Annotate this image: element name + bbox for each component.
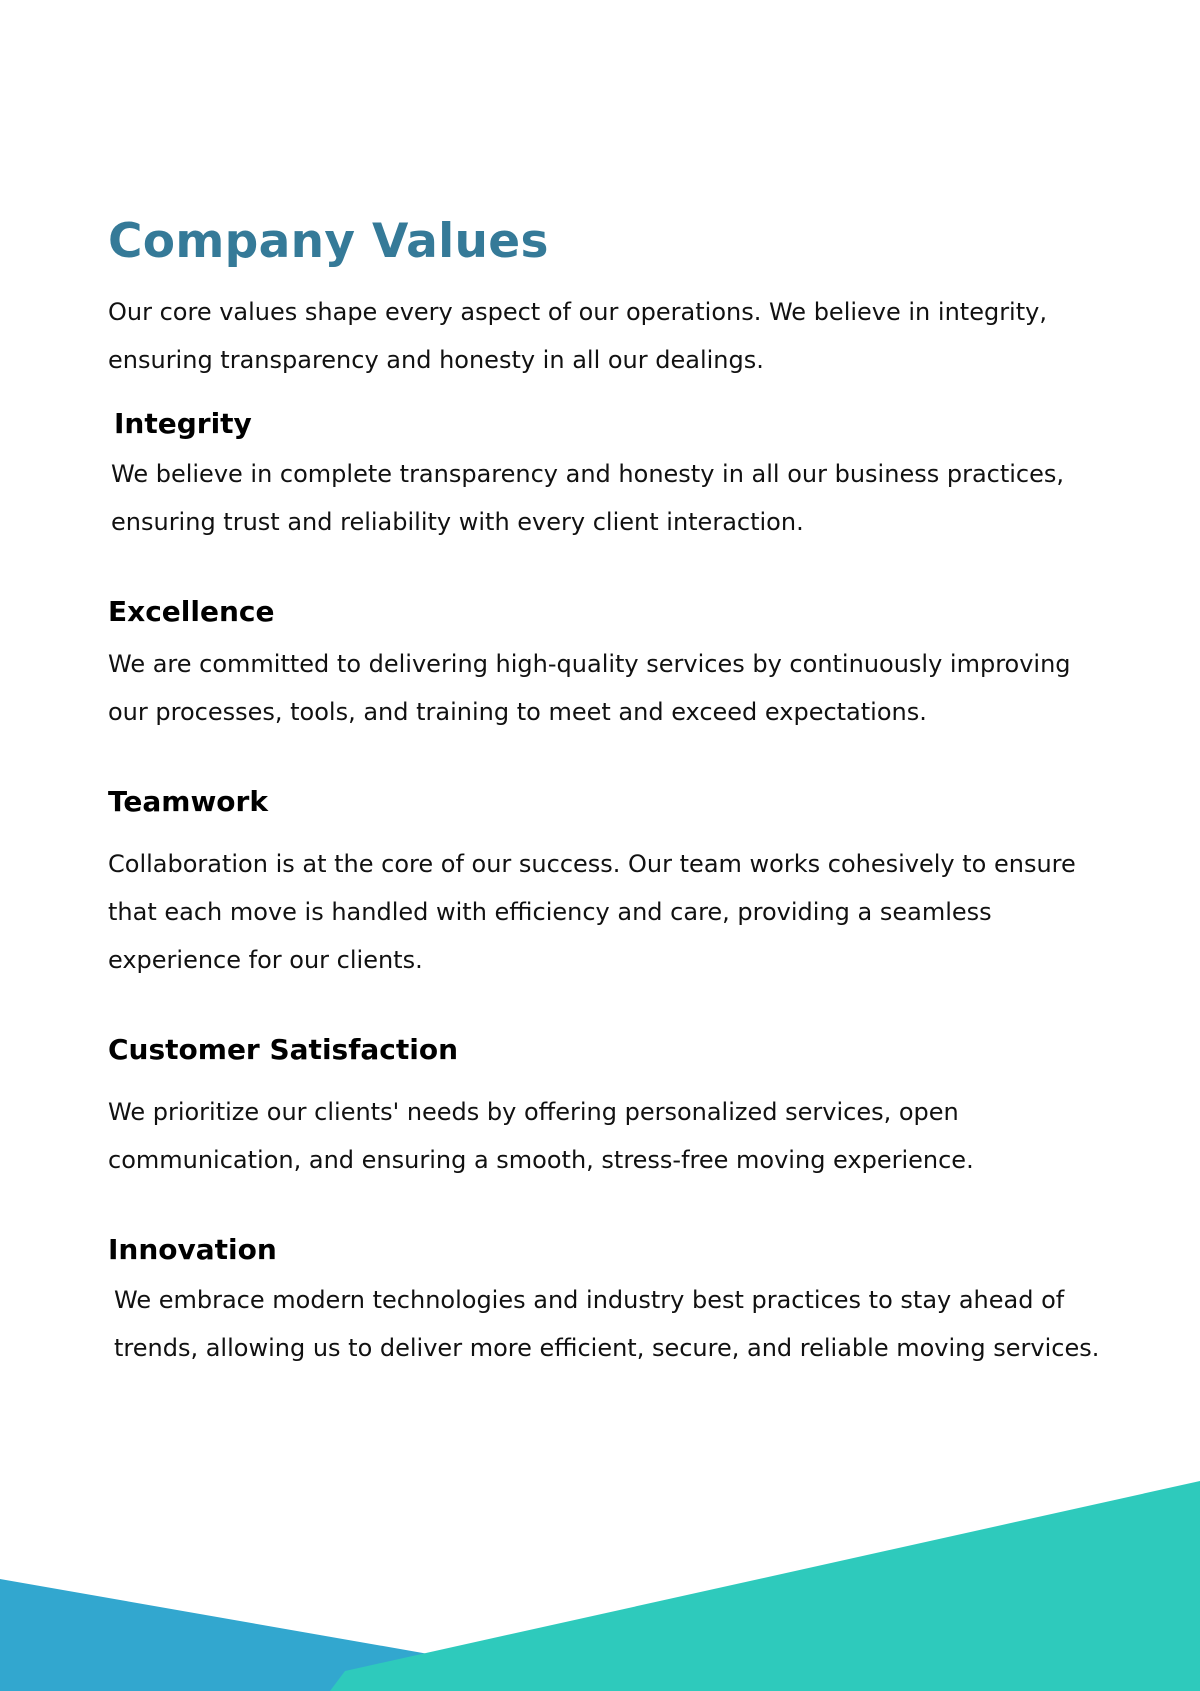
- footer-teal-shape: [330, 1481, 1200, 1691]
- value-heading-teamwork: Teamwork: [108, 785, 268, 818]
- value-body-teamwork: Collaboration is at the core of our success. Our team works cohesively to ensure that each move is handled with efficiency and care, providing a seamless experience for our clients.: [108, 850, 1076, 974]
- value-heading-excellence: Excellence: [108, 595, 275, 628]
- value-body-excellence: We are committed to delivering high-quality services by continuously improving our processes, tools, and training to meet and exceed expectations.: [108, 650, 1071, 726]
- value-section-teamwork: [108, 782, 1108, 984]
- value-section-innovation: [108, 1230, 1108, 1372]
- page-title: Company Values: [108, 214, 549, 269]
- intro-paragraph: Our core values shape every aspect of our operations. We believe in integrity, ensuring transparency and honesty in all our dealings.: [108, 298, 1047, 374]
- value-section-customer-satisfaction: [108, 1030, 1108, 1184]
- value-heading-innovation: Innovation: [108, 1233, 277, 1266]
- value-body-integrity: We believe in complete transparency and honesty in all our business practices, ensuring trust and reliability with every client interaction.: [111, 460, 1065, 536]
- value-body-innovation: We embrace modern technologies and industry best practices to stay ahead of trends, allowing us to deliver more efficient, secure, and reliable moving services.: [114, 1286, 1100, 1362]
- content-area: [108, 210, 1108, 1372]
- value-section-integrity: [111, 404, 1108, 546]
- value-body-customer-satisfaction: We prioritize our clients' needs by offering personalized services, open communication, and ensuring a smooth, stress-free moving experience.: [108, 1098, 974, 1174]
- decorative-footer-shapes: [0, 1471, 1200, 1691]
- value-heading-integrity: Integrity: [114, 407, 252, 440]
- value-heading-customer-satisfaction: Customer Satisfaction: [108, 1033, 459, 1066]
- value-section-excellence: [108, 592, 1108, 736]
